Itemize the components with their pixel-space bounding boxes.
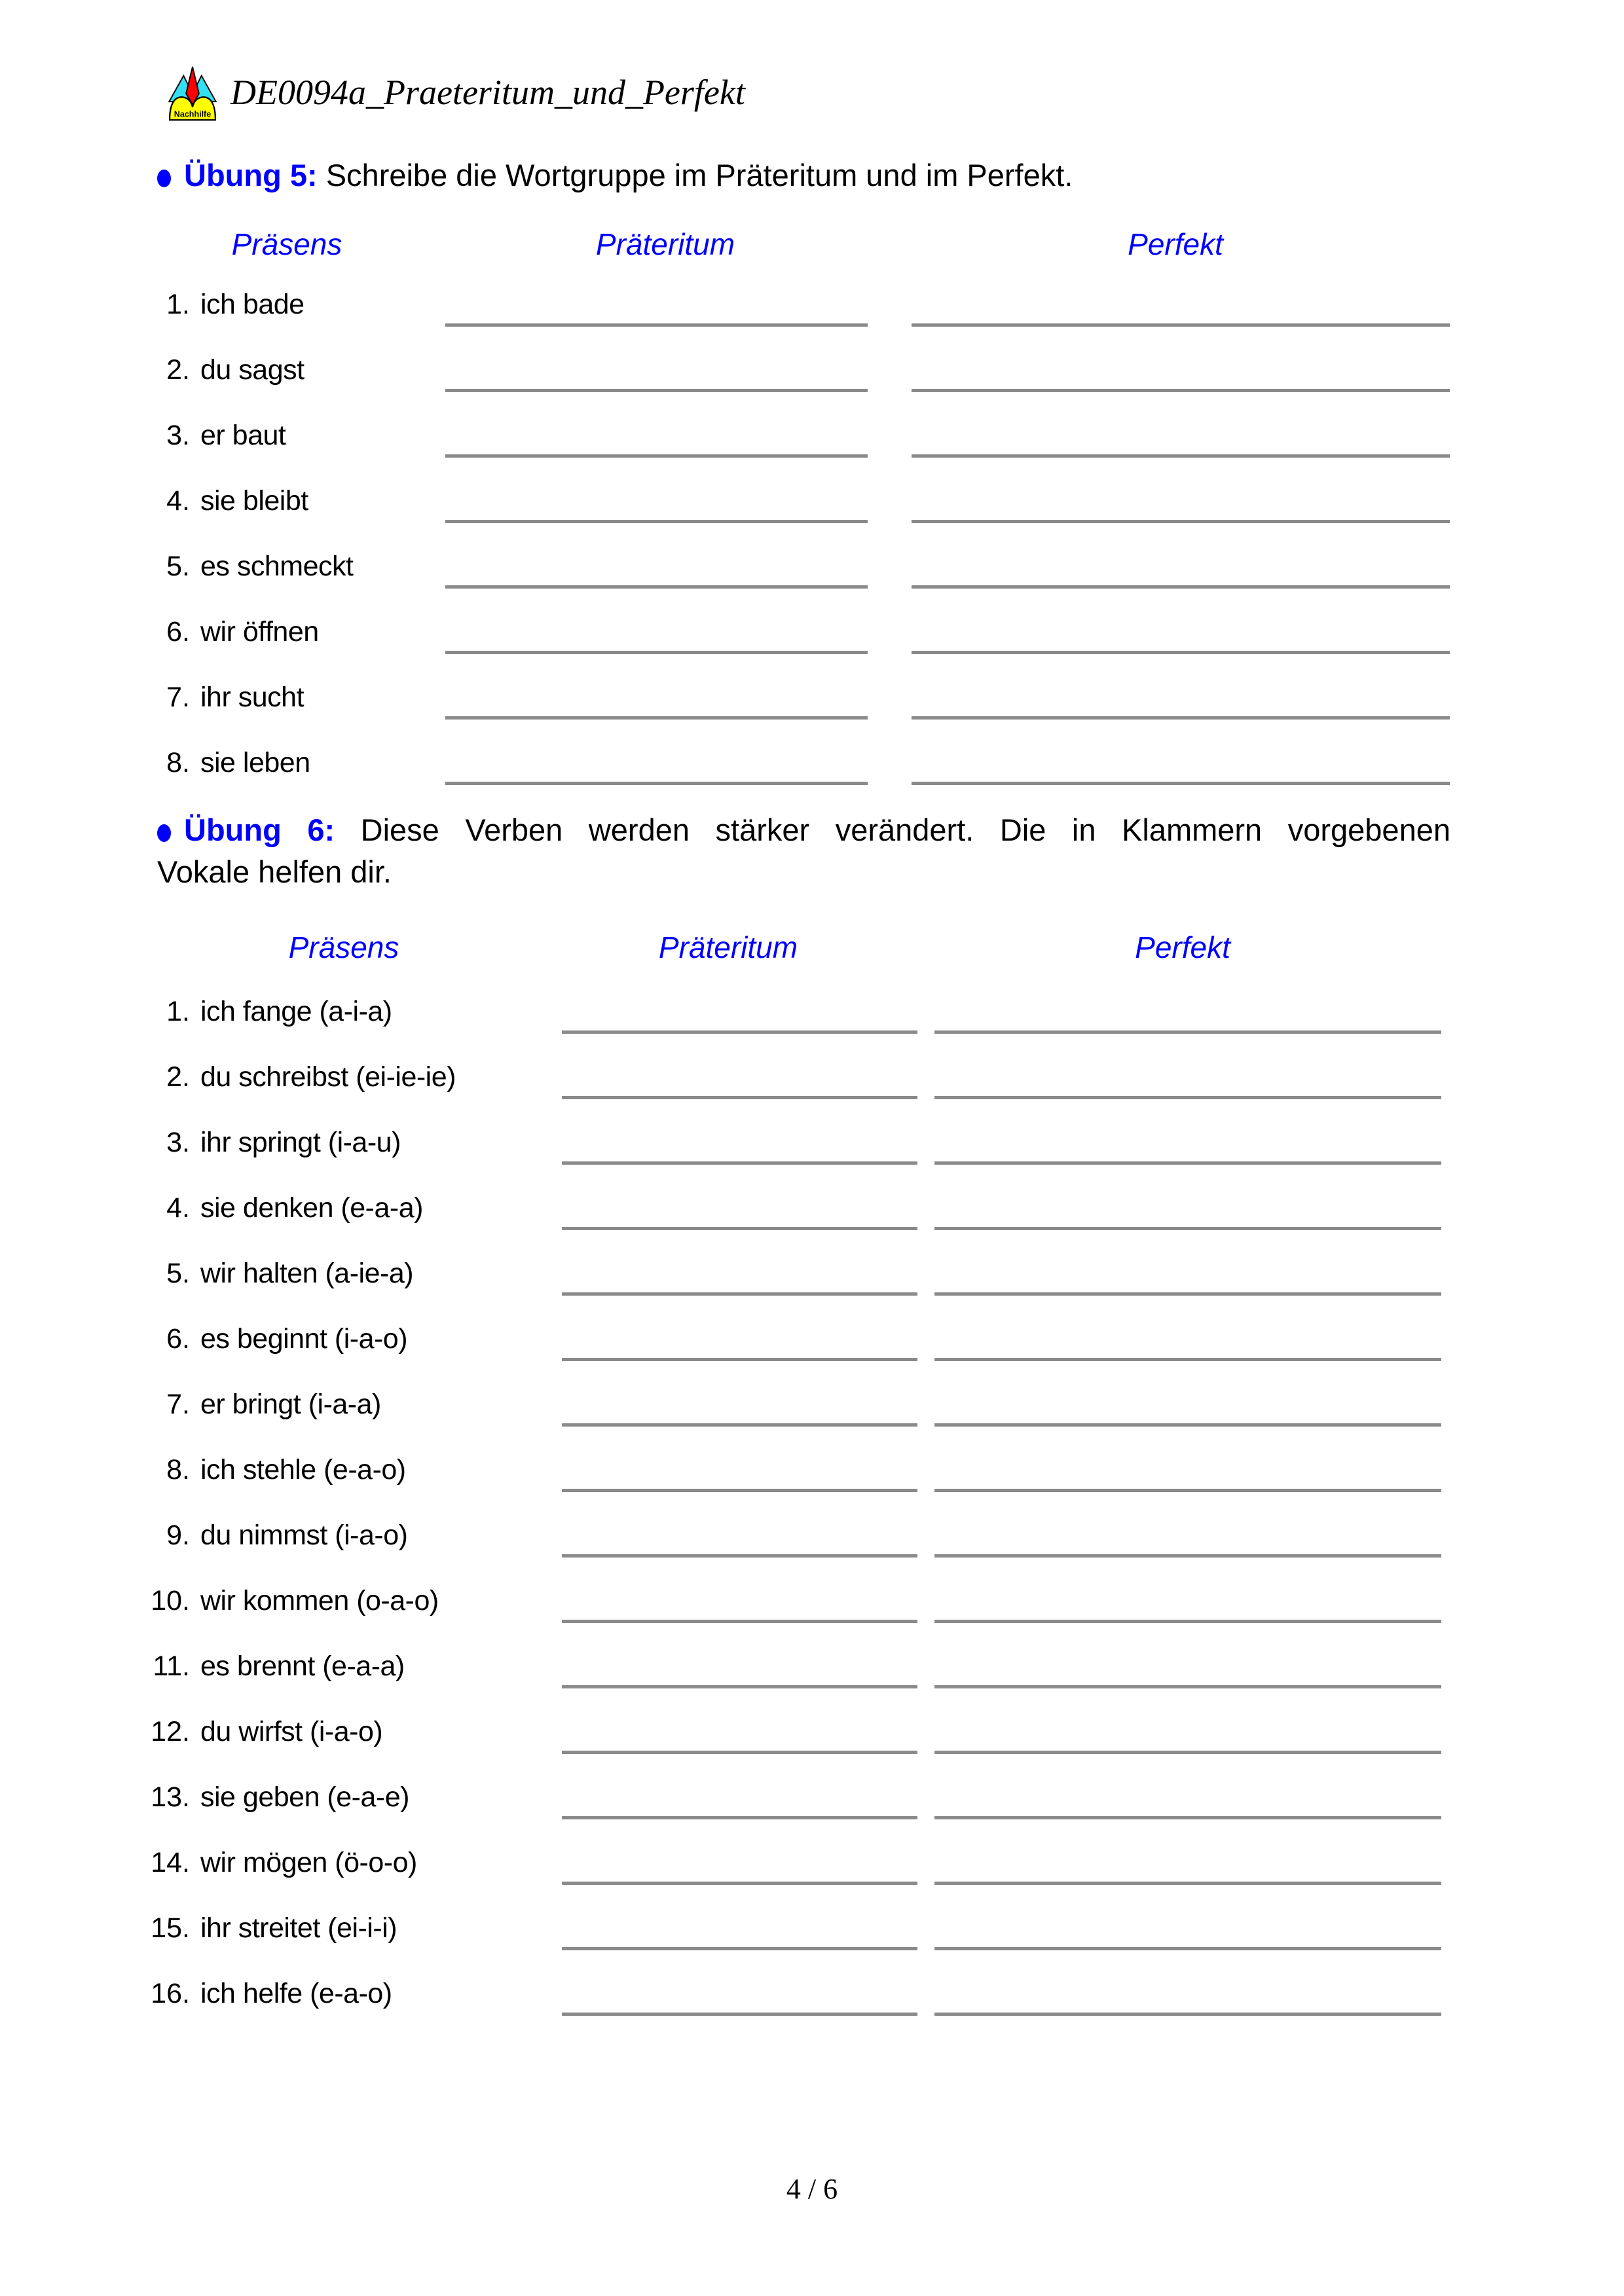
item-row <box>0 1034 1624 1099</box>
item-number: 4. <box>166 1192 190 1224</box>
item-label: es beginnt (i-a-o) <box>200 1323 408 1355</box>
item-label: ihr springt (i-a-u) <box>200 1127 401 1158</box>
item-number: 13. <box>151 1781 190 1813</box>
page-number: 4 / 6 <box>786 2173 838 2205</box>
exercise6-instruction-line2: Vokale helfen dir. <box>157 854 392 889</box>
item-number: 1. <box>166 289 190 320</box>
item-number: 5. <box>166 1258 190 1289</box>
item-number: 2. <box>166 354 190 386</box>
item-row <box>0 1165 1624 1230</box>
perfekt-blank-line <box>934 2013 1441 2016</box>
item-row <box>0 968 1624 1034</box>
item-number: 8. <box>166 747 190 778</box>
item-number: 10. <box>151 1585 190 1616</box>
logo-text: Nachhilfe <box>174 109 212 119</box>
column-header-praeteritum: Präteritum <box>595 227 735 261</box>
item-label: ich stehle (e-a-o) <box>200 1454 406 1485</box>
item-row <box>0 1230 1624 1296</box>
item-row <box>0 1623 1624 1688</box>
item-label: es schmeckt <box>200 551 354 582</box>
item-label: du sagst <box>200 354 304 386</box>
item-number: 5. <box>166 551 190 582</box>
exercise6-instruction-text: Diese Verben werden stärker verändert. Die in Klammern vorgebenen <box>360 812 1450 847</box>
item-label: wir kommen (o-a-o) <box>200 1585 439 1616</box>
exercise6-label: Übung 6: <box>184 812 335 847</box>
document-title: DE0094a_Praeteritum_und_Perfekt <box>231 73 745 112</box>
exercise5-label: Übung 5: <box>184 158 318 192</box>
item-number: 11. <box>153 1650 190 1682</box>
item-row <box>0 1885 1624 1950</box>
item-label: ich helfe (e-a-o) <box>200 1978 392 2009</box>
item-number: 3. <box>166 1127 190 1158</box>
item-row <box>0 1361 1624 1427</box>
item-row <box>0 1950 1624 2016</box>
item-number: 6. <box>166 1323 190 1355</box>
item-row <box>0 1296 1624 1361</box>
item-label: sie bleibt <box>200 485 308 517</box>
column-header-perfekt: Perfekt <box>1135 930 1230 964</box>
item-label: wir öffnen <box>200 616 319 647</box>
item-label: ihr streitet (ei-i-i) <box>200 1912 397 1944</box>
item-label: er baut <box>200 420 286 451</box>
item-label: ihr sucht <box>200 682 304 713</box>
item-number: 3. <box>166 420 190 451</box>
item-row <box>0 1099 1624 1165</box>
item-row <box>0 1427 1624 1492</box>
item-number: 4. <box>166 485 190 517</box>
item-label: du wirfst (i-a-o) <box>200 1716 383 1747</box>
item-label: ich fange (a-i-a) <box>200 996 392 1027</box>
item-label: es brennt (e-a-a) <box>200 1650 405 1682</box>
item-row <box>0 1819 1624 1885</box>
item-label: sie geben (e-a-e) <box>200 1781 409 1813</box>
item-row <box>0 1558 1624 1623</box>
item-number: 16. <box>151 1978 190 2009</box>
item-number: 2. <box>166 1061 190 1093</box>
column-header-praesens: Präsens <box>231 227 342 261</box>
item-row <box>0 1688 1624 1754</box>
item-label: wir mögen (ö-o-o) <box>200 1847 417 1878</box>
column-header-praeteritum: Präteritum <box>658 930 798 964</box>
item-label: sie leben <box>200 747 310 778</box>
item-number: 14. <box>151 1847 190 1878</box>
item-number: 8. <box>166 1454 190 1485</box>
column-header-praesens: Präsens <box>288 930 399 964</box>
exercise5-instruction: Schreibe die Wortgruppe im Präteritum und im Perfekt. <box>325 158 1073 192</box>
item-label: er bringt (i-a-a) <box>200 1389 381 1420</box>
item-label: du schreibst (ei-ie-ie) <box>200 1061 456 1093</box>
item-label: sie denken (e-a-a) <box>200 1192 423 1224</box>
item-row <box>0 1754 1624 1819</box>
item-number: 15. <box>151 1912 190 1944</box>
item-row <box>0 1492 1624 1558</box>
item-number: 6. <box>166 616 190 647</box>
item-number: 1. <box>166 996 190 1027</box>
item-number: 9. <box>166 1520 190 1551</box>
item-number: 7. <box>166 1389 190 1420</box>
item-label: ich bade <box>200 289 304 320</box>
praeteritum-blank-line <box>562 2013 917 2016</box>
column-header-perfekt: Perfekt <box>1128 227 1223 261</box>
item-number: 7. <box>166 682 190 713</box>
item-label: du nimmst (i-a-o) <box>200 1520 408 1551</box>
item-number: 12. <box>151 1716 190 1747</box>
item-label: wir halten (a-ie-a) <box>200 1258 414 1289</box>
